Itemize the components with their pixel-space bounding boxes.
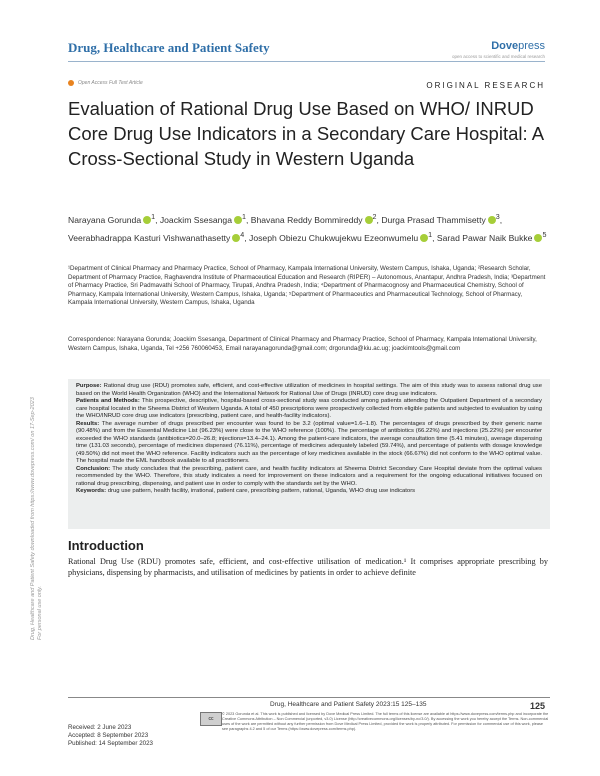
published-date: Published: 14 September 2023: [68, 740, 153, 747]
received-date: Received: 2 June 2023: [68, 724, 132, 731]
license-text: © 2023 Gorunda et al. This work is published and licensed by Dove Medical Press Limited. The full terms of this license are available at https://www.dovepress.com/terms.php and incorporate the Creative Commons Attribution – Non Commercial (unported, v3.0) License (http://creativecommons.org/licenses/by-nc/3.0/). By accessing the work you hereby accept the Terms. Non-commercial uses of the work are permitted without any further permission from Dove Medical Press Limited, provided the work is properly attributed. For permission for commercial use of this work, please see paragraphs 4.2 and 5 of our Terms (https://www.dovepress.com/terms.php).: [222, 712, 549, 731]
abstract-methods: Patients and Methods: This prospective, descriptive, hospital-based cross-sectional study was conducted among patients attending the Outpatient Department of a secondary care hospital located in the Sheema District of Western Uganda. A total of 450 prescriptions were prospectively collected from eligible patients and subjected to evaluation by using the WHO/INRUD core drug use indicators (prescribing, patient care, and health-facility indicators).: [76, 398, 543, 419]
keywords: Keywords: drug use pattern, health facility, irrational, patient care, prescribing pattern, rational, Uganda, WHO drug use indicators: [76, 488, 416, 494]
intro-paragraph: Rational Drug Use (RDU) promotes safe, efficient, and cost-effective utilisation of medication.¹ It comprises appropriate prescribing by physicians, dispensing by pharmacists, and utilisation of medicines by patients in order to achieve definite: [68, 557, 548, 577]
author[interactable]: Veerabhadrappa Kasturi Vishwanathasetty $^4$: [68, 230, 245, 243]
accepted-date: Accepted: 8 September 2023: [68, 732, 149, 739]
page-number: 125: [529, 701, 545, 711]
open-access-text: Open Access Full Text Article: [78, 80, 143, 86]
download-sidebar: [30, 397, 44, 640]
publisher-name-light: press: [518, 40, 545, 52]
publisher-tagline: open access to scientific and medical research: [451, 54, 545, 59]
section-heading: Introduction: [68, 538, 144, 553]
author[interactable]: Joseph Obiezu Chukwujekwu Ezeonwumelu $^1$: [249, 230, 433, 243]
cc-license-icon[interactable]: cc: [200, 712, 222, 726]
correspondence: Correspondence: Narayana Gorunda; Joackim Ssesanga, Department of Clinical Pharmacy and Pharmacy Practice, School of Pharmacy, Kampala International University, Western Campus, Ishaka, Uganda, Tel +256 760060453, Email narayanagorunda@gmail.com; drgorunda@kiu.ac.ug; joackimtools@gmail.com: [68, 336, 537, 352]
article-type: ORIGINAL RESEARCH: [426, 81, 545, 90]
author[interactable]: Narayana Gorunda $^1$: [68, 213, 156, 225]
open-access-icon: [68, 80, 74, 86]
footer-citation[interactable]: Drug, Healthcare and Patient Safety 2023:15 125–135: [270, 701, 427, 708]
abstract-results: Results: The average number of drugs prescribed per encounter was found to be 3.2 (optimal value=1.6–1.8). The percentages of drugs prescribed by their generic name (90.48%) and from the Essential Medicine List (96.23%) were close to the WHO reference (100%). The percentage of antibiotics (66.22%) and injections (25.22%) per encounter exceeded the WHO standards (antibiotics=20.0–26.8; injections=13.4–24.1). Among the patient-care indicators, the average consultation time (5.41 minutes), average dispensing time (131.03 seconds), percentage of medicines dispensed (76.11%), percentage of medicines adequately labeled (59.74%), and percentage of patients with dosage knowledge (49.50%) did not meet the WHO reference. Facility indicators such as the percentage of key medicines available in the stock (66.67%) did not conform to the WHO optimal value. The hospital made the EML handbook available to all practitioners.: [76, 420, 542, 464]
footer-divider: [68, 697, 550, 698]
author[interactable]: Joackim Ssesanga $^1$: [159, 213, 246, 225]
article-dates: [68, 724, 153, 748]
sidebar-personal-use: For personal use only.: [37, 585, 43, 640]
journal-name: Drug, Healthcare and Patient Safety: [68, 40, 270, 55]
orcid-icon[interactable]: [234, 216, 242, 224]
abstract: [76, 383, 542, 496]
orcid-icon[interactable]: [488, 216, 496, 224]
abstract-purpose: Purpose: Rational drug use (RDU) promotes safe, efficient, and cost-effective utilization of medicines in hospital settings. The aim of this study was to assess rational drug use based on the World Health Organization (WHO) and the International Network for Rational Use of Drugs (INRUD) core drug use indicators.: [76, 383, 543, 397]
author[interactable]: Durga Prasad Thammisetty $^3$: [381, 213, 500, 225]
header-divider: [68, 61, 545, 62]
orcid-icon[interactable]: [365, 216, 373, 224]
author[interactable]: Sarad Pawar Naik Bukke $^5$: [436, 230, 547, 243]
orcid-icon[interactable]: [143, 216, 151, 224]
sidebar-download-note: Drug, Healthcare and Patient Safety downloaded from https://www.dovepress.com/ on 17-Sep-2023: [30, 397, 36, 640]
author-list: Narayana Gorunda $^1$, Joackim Ssesanga $^1$, Bhavana Reddy Bommireddy $^2$, Durga Prasad Thammisetty $^3$, Veerabhadrappa Kasturi Vishwanathasetty $^4$, Joseph Obiezu Chukwujekwu Ezeonwumelu $^1$, Sarad Pawar Naik Bukke $^5$: [68, 213, 547, 243]
affiliations: ¹Department of Clinical Pharmacy and Pharmacy Practice, School of Pharmacy, Kampala International University, Western Campus, Ishaka, Uganda; ²Research Scholar, Department of Pharmacy Practice, Raghavendra Institute of Pharmaceutical Education and Research (RIPER) – Autonomous, Anantapur, Andhra Pradesh, India; ³Department of Pharmacy Practice, Sri Padmavathi School of Pharmacy, Tirupati, Andhra Pradesh, India; ⁴Department of Pharmacognosy and Pharmaceutical Chemistry, School of Pharmacy, Kampala International University, Western Campus, Ishaka, Uganda; ⁵Department of Pharmaceutics and Pharmaceutical Technology, School of Pharmacy, Kampala International University, Western Campus, Ishaka, Uganda: [68, 265, 546, 306]
open-access-label: [68, 80, 143, 86]
publisher-name-bold: Dove: [491, 40, 519, 52]
orcid-icon[interactable]: [420, 234, 428, 242]
article-title: Evaluation of Rational Drug Use Based on WHO/ INRUD Core Drug Use Indicators in a Secondary Care Hospital: A Cross-Sectional Study in Western Uganda: [68, 98, 544, 169]
author[interactable]: Bhavana Reddy Bommireddy $^2$: [250, 213, 377, 225]
publisher-logo[interactable]: [491, 40, 545, 52]
abstract-conclusion: Conclusion: The study concludes that the prescribing, patient care, and health facility indicators at Sheema District Secondary Care Hospital deviate from the optimal values recommended by the WHO. Therefore, this study indicates a need for improvement on these indicators and a requirement for the ongoing educational initiatives focused on rational drug prescribing, dispensing, and patient use in order to comply with the standards set by the WHO.: [76, 465, 542, 487]
